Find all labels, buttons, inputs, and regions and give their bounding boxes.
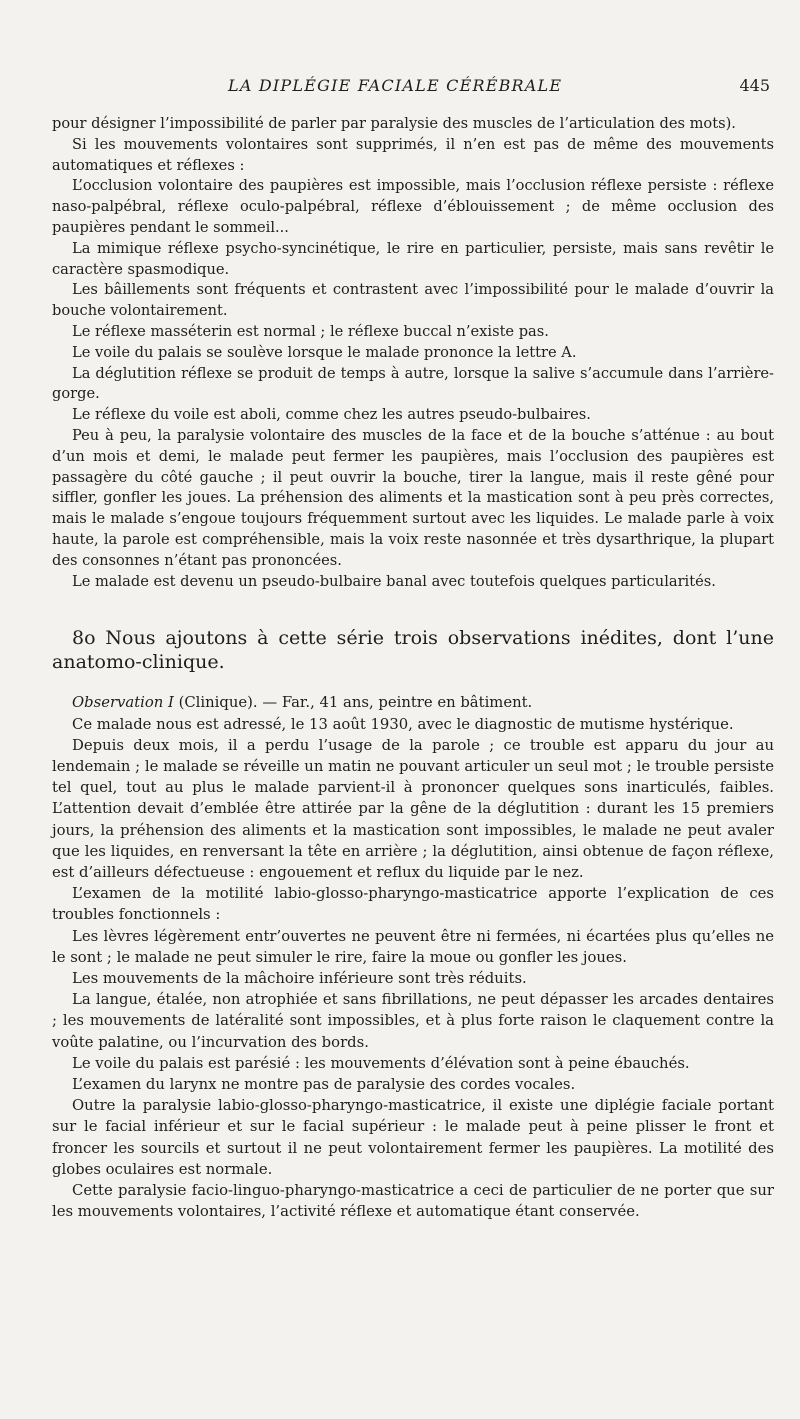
paragraph: Depuis deux mois, il a perdu l’usage de la parole ; ce trouble est apparu du jour au lendemain ; le malade se réveille un matin ne pouvant articuler un seul mot ; le trouble persiste tel quel, tout au plus le malade parvient-il à prononcer quelques sons inarticulés, faibles. L’attention devait d’emblée être attirée par la gêne de la déglutition : durant les 15 premiers jours, la préhension des aliments et la mastication sont impossibles, le malade ne peut avaler que les liquides, en renversant la tête en arrière ; la déglutition, ainsi obtenue de façon réflexe, est d’ailleurs défectueuse : engouement et reflux du liquide par le nez. bbox=[52, 736, 774, 881]
paragraph: L’examen de la motilité labio-glosso-pharyngo-masticatrice apporte l’explication de ces troubles fonctionnels : bbox=[52, 885, 774, 924]
running-head bbox=[52, 76, 774, 100]
paragraph: Cette paralysie facio-linguo-pharyngo-masticatrice a ceci de particulier de ne porter que sur les mouvements volontaires, l’activité réflexe et automatique étant conservée. bbox=[52, 1182, 774, 1221]
paragraph: Peu à peu, la paralysie volontaire des muscles de la face et de la bouche s’atténue : au bout d’un mois et demi, le malade peut fermer les paupières, mais l’occlusion des paupières est passagère du côté gauche ; il peut ouvrir la bouche, tirer la langue, mais il reste gêné pour siffler, gonfler les joues. La préhension des aliments et la mastication sont à peu près correctes, mais le malade s’engoue toujours fréquemment surtout avec les liquides. Le malade parle à voix haute, la parole est compréhensible, mais la voix reste nasonnée et très dysarthrique, la plupart des consonnes n’étant pas prononcées. bbox=[52, 426, 774, 569]
paragraph: pour désigner l’impossibilité de parler par paralysie des muscles de l’articulation des mots). bbox=[52, 115, 736, 132]
paragraph: Le réflexe masséterin est normal ; le réflexe buccal n’existe pas. bbox=[72, 322, 549, 340]
paragraph: L’occlusion volontaire des paupières est impossible, mais l’occlusion réflexe persiste : réflexe naso-palpébral, réflexe oculo-palpébral, réflexe d’éblouissement ; de même occlusion des paupières pendant le sommeil... bbox=[52, 177, 774, 236]
section-observations bbox=[52, 692, 774, 1222]
paragraph: La mimique réflexe psycho-syncinétique, le rire en particulier, persiste, mais sans revêtir le caractère spasmodique. bbox=[52, 239, 774, 278]
section-heading: 8o Nous ajoutons à cette série trois observations inédites, dont l’une anatomo-clinique. bbox=[52, 627, 774, 674]
observation-heading bbox=[52, 692, 774, 713]
observation-label: Observation I bbox=[72, 694, 174, 712]
paragraph: Le réflexe du voile est aboli, comme chez les autres pseudo-bulbaires. bbox=[72, 406, 591, 424]
page-number: 445 bbox=[739, 76, 770, 95]
paragraph: Les mouvements de la mâchoire inférieure sont très réduits. bbox=[72, 969, 527, 987]
observation-intro: (Clinique). — Far., 41 ans, peintre en bâtiment. bbox=[173, 694, 533, 712]
paragraph: Outre la paralysie labio-glosso-pharyngo-masticatrice, il existe une diplégie faciale portant sur le facial inférieur et sur le facial supérieur : le malade peut à peine plisser le front et froncer les sourcils et surtout il ne peut volontairement fermer les paupières. La motilité des globes oculaires est normale. bbox=[52, 1097, 774, 1178]
paragraph: Les bâillements sont fréquents et contrastent avec l’impossibilité pour le malade d’ouvrir la bouche volontairement. bbox=[52, 281, 774, 320]
paragraph: Le malade est devenu un pseudo-bulbaire banal avec toutefois quelques particularités. bbox=[72, 572, 716, 590]
paragraph: La déglutition réflexe se produit de temps à autre, lorsque la salive s’accumule dans l’arrière-gorge. bbox=[52, 364, 774, 403]
paragraph: Le voile du palais se soulève lorsque le malade prononce la lettre A. bbox=[72, 343, 577, 361]
paragraph: L’examen du larynx ne montre pas de paralysie des cordes vocales. bbox=[72, 1075, 576, 1093]
paragraph: Ce malade nous est adressé, le 13 août 1930, avec le diagnostic de mutisme hystérique. bbox=[72, 715, 734, 733]
paragraph: La langue, étalée, non atrophiée et sans fibrillations, ne peut dépasser les arcades dentaires ; les mouvements de latéralité sont impossibles, et à plus forte raison le claquement contre la voûte palatine, ou l’incurvation des bords. bbox=[52, 991, 774, 1051]
paragraph: Les lèvres légèrement entr’ouvertes ne peuvent être ni fermées, ni écartées plus qu’elles ne le sont ; le malade ne peut simuler le rire, faire la moue ou gonfler les joues. bbox=[52, 927, 774, 966]
paragraph: Le voile du palais est parésié : les mouvements d’élévation sont à peine ébauchés. bbox=[72, 1054, 690, 1072]
paragraph: Si les mouvements volontaires sont supprimés, il n’en est pas de même des mouvements automatiques et réflexes : bbox=[52, 135, 774, 174]
section-pseudo-bulbar-text bbox=[52, 114, 774, 592]
running-title: LA DIPLÉGIE FACIALE CÉRÉBRALE bbox=[228, 76, 563, 95]
